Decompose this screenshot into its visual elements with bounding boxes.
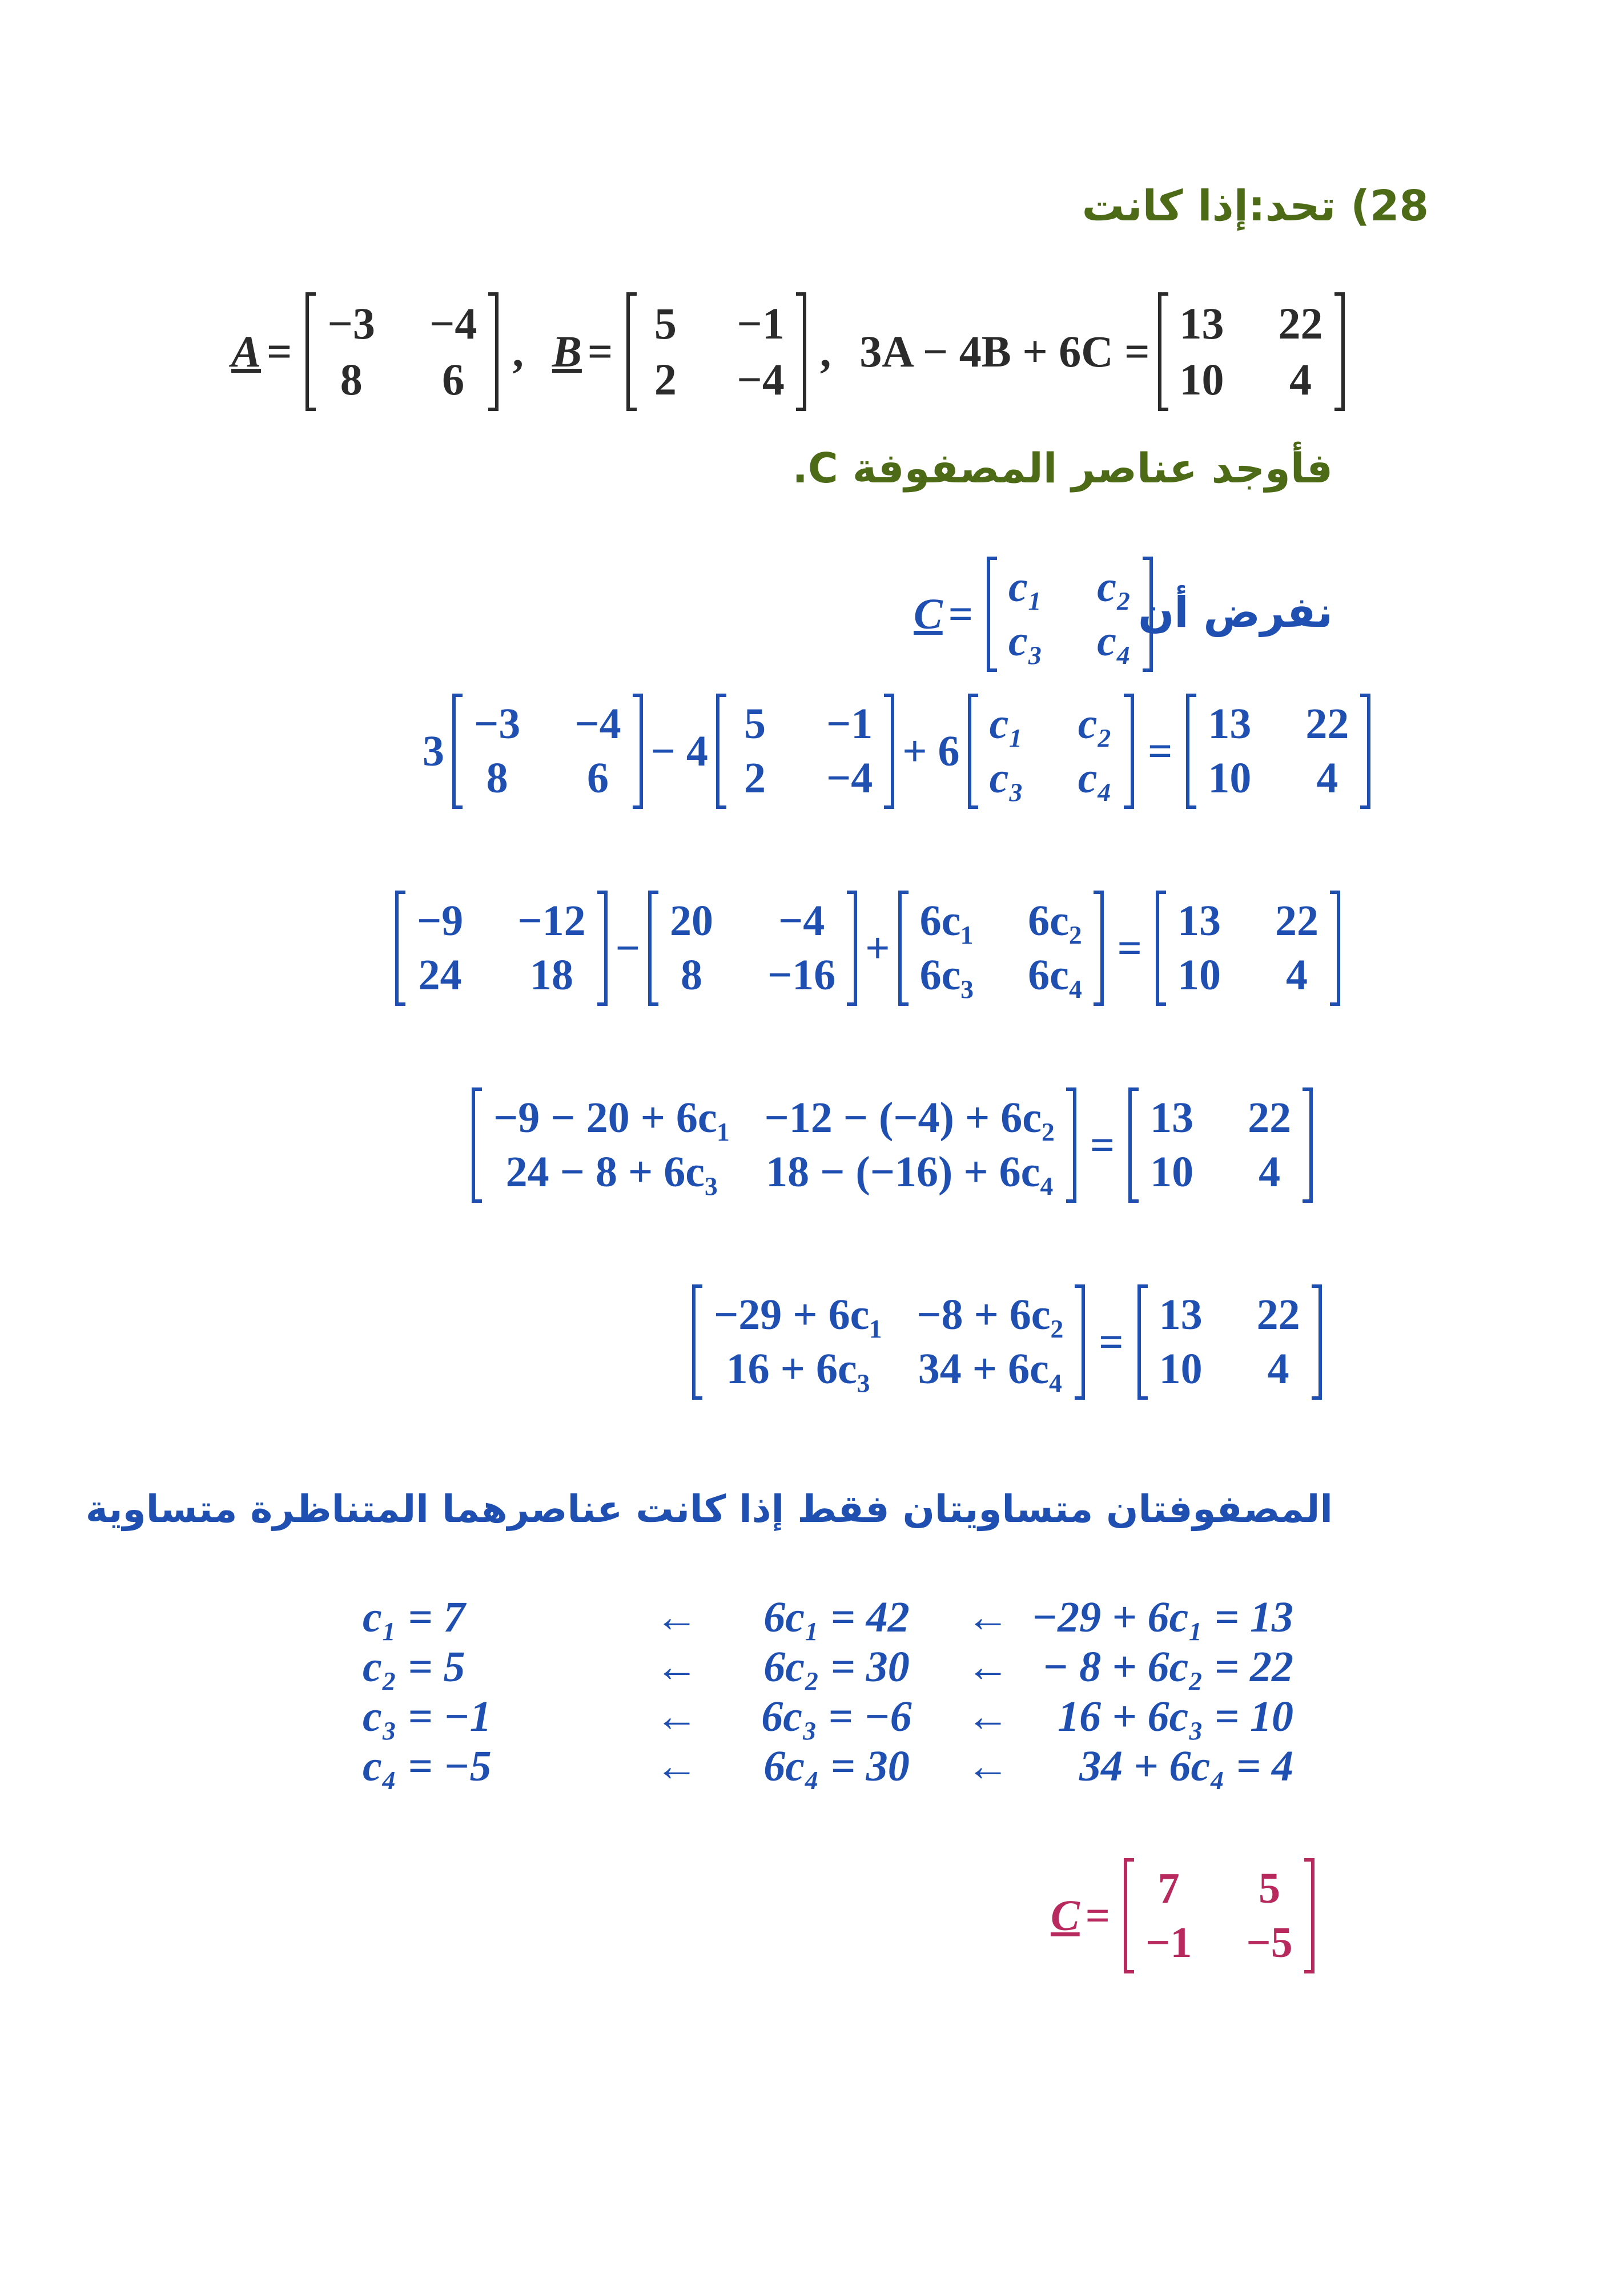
result-c4: c₄ = −5	[363, 1742, 492, 1790]
solution-step-3: −9 − 20 + 6c₁ −12 − (−4) + 6c₂ 24 − 8 + 6c₃ 18 − (−16) + 6c₄ = 13 22 10 4	[464, 1087, 1321, 1203]
step3-matrix-rhs: 13 22 10 4	[1128, 1087, 1313, 1203]
arrow-icon: ←	[655, 1593, 698, 1641]
step4-matrix-rhs: 13 22 10 4	[1137, 1284, 1322, 1400]
solution-step-1: 3 −3 −4 8 6 − 4 5 −1 2 −4 + 6 c₁ c₂ c₃ c₄ = 13 22 10 4	[423, 694, 1378, 809]
arrow-icon: ←	[966, 1742, 1010, 1790]
problem-question: فأوجد عناصر المصفوفة C.	[792, 444, 1333, 492]
result-c2: c₂ = 5	[363, 1643, 465, 1691]
given-matrices: A = −3 −4 8 6 , B = 5 −1 2 −4 , 3A − 4B + 6C = 13 22 10 4	[231, 292, 1353, 411]
arrow-icon: ←	[966, 1643, 1010, 1691]
A-label: A	[231, 327, 262, 376]
arrow-icon: ←	[655, 1643, 698, 1691]
step2-matrix-rhs: 13 22 10 4	[1156, 891, 1340, 1006]
arrow-icon: ←	[655, 1742, 698, 1790]
step1-matrix-rhs: 13 22 10 4	[1186, 694, 1370, 809]
step4-matrix-sum: −29 + 6c₁ −8 + 6c₂ 16 + 6c₃ 34 + 6c₄	[692, 1284, 1085, 1400]
equality-note: المصفوفتان متساويتان فقط إذا كانت عناصرهما المتناظرة متساوية	[85, 1487, 1333, 1531]
equations-system: c₁ = 7 ← 6c₁ = 42 ← −29 + 6c₁ = 13 c₂ = 5 ← 6c₂ = 30 ← − 8 + 6c₂ = 22 c₃ = −1 ← 6c₃ = −6 ← 16 + 6c₃ = 10 c₄ = −5 ← 6c₄ = 30 ← 34 + 6c₄ = 4	[363, 1593, 1293, 1790]
solution-step-4: −29 + 6c₁ −8 + 6c₂ 16 + 6c₃ 34 + 6c₄ = 13 22 10 4	[684, 1284, 1330, 1400]
step1-matrix-A: −3 −4 8 6	[452, 694, 643, 809]
solution-step-2: −9 −12 24 18 − 20 −4 8 −16 + 6c₁ 6c₂ 6c₃ 6c₄ = 13 22 10 4	[387, 891, 1348, 1006]
B-label: B	[552, 327, 582, 376]
matrix-rhs-given: 13 22 10 4	[1158, 292, 1345, 411]
final-answer: C = 7 5 −1 −5	[1051, 1858, 1322, 1973]
final-C-label: C	[1051, 1891, 1080, 1940]
matrix-B: 5 −1 2 −4	[626, 292, 806, 411]
step2-matrix-2: 20 −4 8 −16	[648, 891, 857, 1006]
equation-lhs: 3A − 4B + 6C =	[859, 327, 1150, 376]
step3-matrix-sum: −9 − 20 + 6c₁ −12 − (−4) + 6c₂ 24 − 8 + 6c₃ 18 − (−16) + 6c₄	[472, 1087, 1076, 1203]
result-c3: c₃ = −1	[363, 1693, 492, 1741]
matrix-A: −3 −4 8 6	[305, 292, 499, 411]
final-matrix-C: 7 5 −1 −5	[1124, 1858, 1315, 1973]
arrow-icon: ←	[966, 1693, 1010, 1741]
let-C-matrix: C = c₁ c₂ c₃ c₄	[914, 557, 1161, 672]
problem-title: 28) تحد:إذا كانت	[1082, 182, 1429, 231]
let-text: نفرض أن	[1138, 588, 1333, 637]
step1-matrix-B: 5 −1 2 −4	[716, 694, 894, 809]
arrow-icon: ←	[966, 1593, 1010, 1641]
result-c1: c₁ = 7	[363, 1593, 465, 1641]
C-label: C	[914, 590, 943, 638]
step2-matrix-3: 6c₁ 6c₂ 6c₃ 6c₄	[898, 891, 1104, 1006]
step1-matrix-C: c₁ c₂ c₃ c₄	[968, 694, 1134, 809]
matrix-C-vars: c₁ c₂ c₃ c₄	[987, 557, 1153, 672]
step2-matrix-1: −9 −12 24 18	[395, 891, 608, 1006]
arrow-icon: ←	[655, 1693, 698, 1741]
